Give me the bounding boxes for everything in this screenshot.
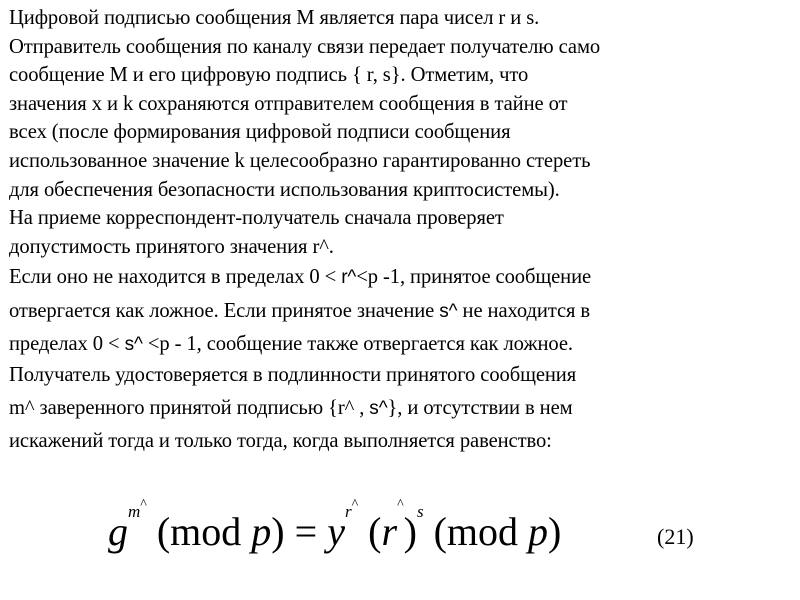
text-line: искажений тогда и только тогда, когда выполняется равенство: (9, 430, 552, 453)
text-line (9, 293, 789, 330)
formula-y: y (327, 509, 345, 554)
paragraph-range-check (9, 262, 789, 359)
formula-hat: ^ (140, 497, 147, 512)
text-run: не находится в (457, 300, 591, 323)
paragraph-authenticity (9, 359, 789, 456)
formula-exponent-m: m (128, 502, 141, 521)
formula-hat: ^ (351, 497, 359, 512)
formula-exponent-s: s (416, 502, 424, 521)
text-line: Получатель удостоверяется в подлинности принятого сообщения (9, 364, 577, 387)
formula-exponent-r: r (344, 502, 352, 521)
formula-mod: (mod (423, 509, 529, 554)
text-line: всех (после формирования цифровой подписи сообщения (9, 121, 511, 144)
formula-hat: ^ (397, 497, 404, 512)
formula-paren: ) (548, 509, 562, 554)
text-line: значения x и k сохраняются отправителем сообщения в тайне от (9, 92, 568, 115)
text-run: отвергается как ложное. Если принятое значение (9, 300, 440, 323)
text-run: Если оно не находится в пределах 0 < (9, 266, 342, 289)
symbol-s-hat: s^ (124, 334, 143, 356)
text-run: <p - 1, сообщение также отвергается как ложное. (142, 333, 573, 356)
paragraph-receiver-check (9, 204, 789, 262)
text-run: }, и отсутствии в нем (387, 397, 573, 420)
symbol-s-hat: s^ (439, 301, 458, 323)
text-run: <p -1, принятое сообщение (356, 266, 592, 289)
formula-p: p (251, 509, 272, 554)
formula-equals: ) = (271, 509, 328, 554)
paragraph-signature-definition (9, 4, 789, 204)
verification-formula (108, 497, 562, 578)
body-text (9, 4, 789, 456)
formula-p: p (528, 509, 549, 554)
text-run: пределах 0 < (9, 333, 125, 356)
equation-number: (21) (657, 524, 694, 549)
text-line: допустимость принятого значения r^. (9, 236, 334, 259)
symbol-r-hat: r^ (341, 267, 357, 289)
text-line: использованное значение k целесообразно гарантированно стереть (9, 149, 591, 172)
text-line (9, 330, 789, 359)
text-line: сообщение M и его цифровую подпись { r, s}. Отметим, что (9, 64, 529, 87)
symbol-s-hat: s^ (369, 398, 388, 420)
formula-r: r (381, 509, 398, 554)
text-line: Отправитель сообщения по каналу связи передает получателю само (9, 35, 601, 58)
formula-g: g (108, 509, 128, 554)
formula-paren: ) (403, 509, 417, 554)
text-line: для обеспечения безопасности использования криптосистемы). (9, 178, 560, 201)
formula-paren: ( (358, 509, 382, 554)
text-line: На приеме корреспондент-получатель сначала проверяет (9, 207, 504, 230)
text-line: Цифровой подписью сообщения M является пара чисел r и s. (9, 7, 540, 29)
text-line (9, 262, 789, 293)
formula-mod: (mod (146, 509, 252, 554)
text-run: m^ заверенного принятой подписью {r^ , (9, 397, 370, 420)
text-line (9, 391, 789, 426)
